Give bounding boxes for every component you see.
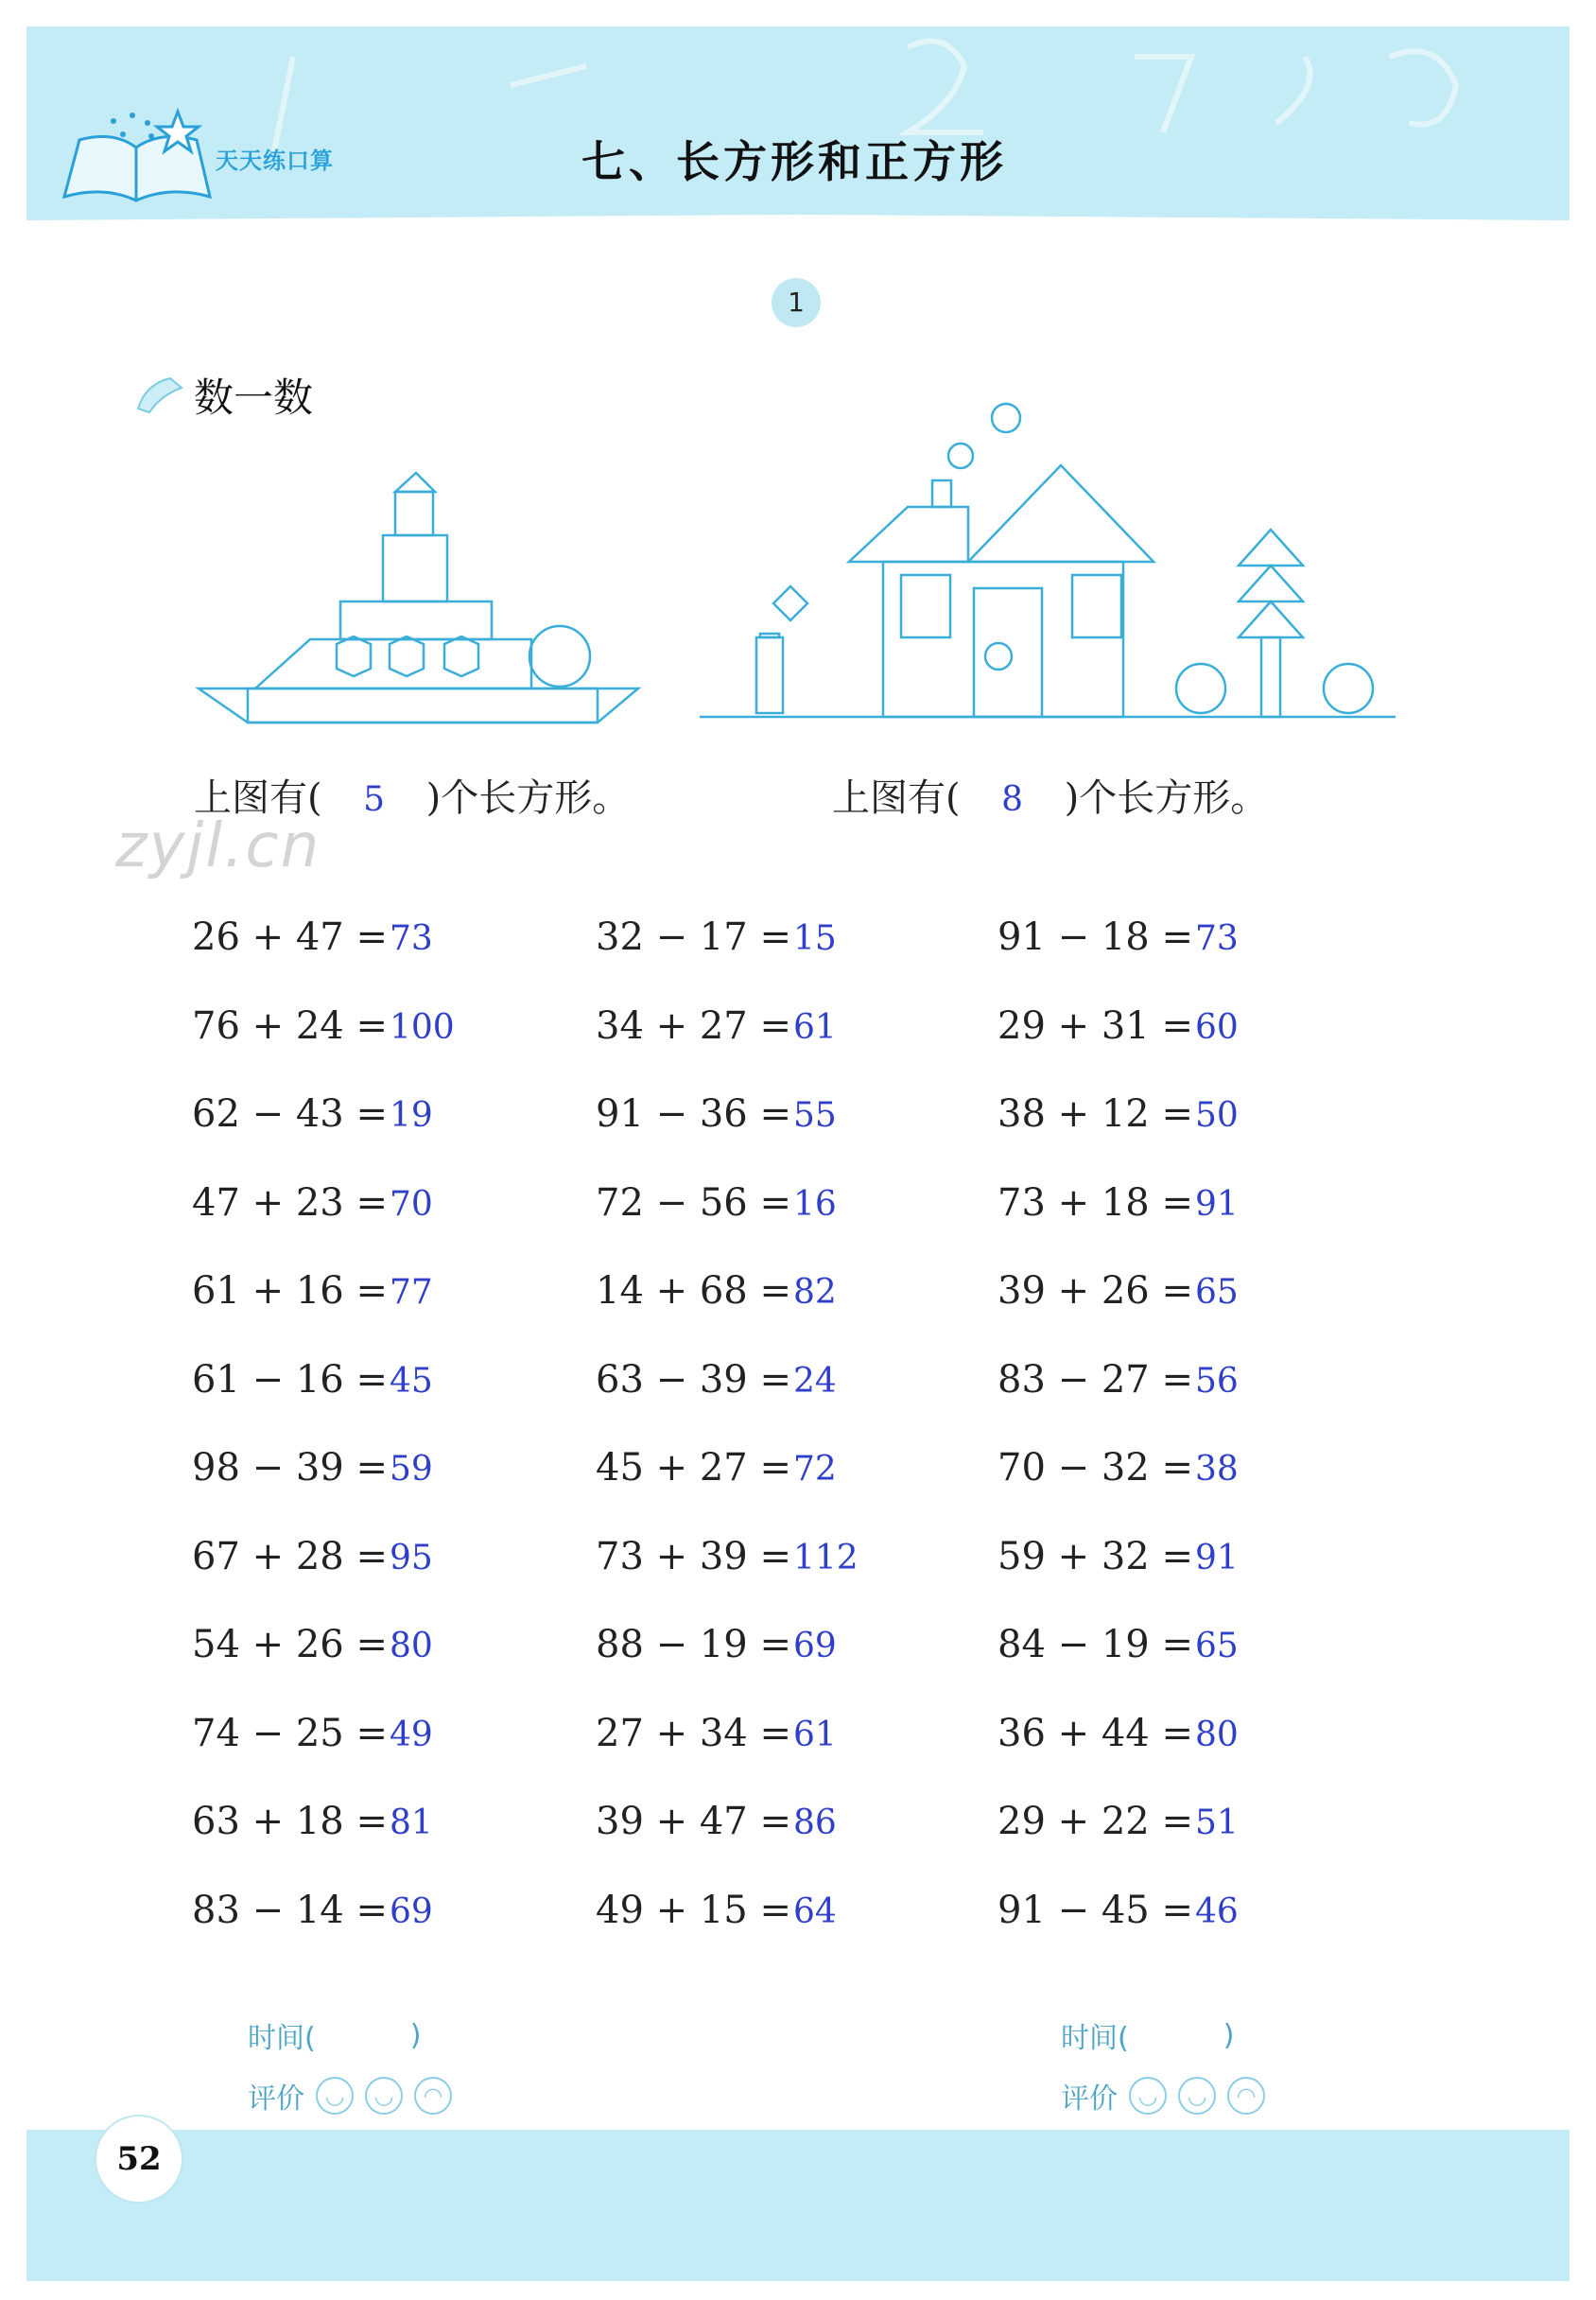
equation-row bbox=[998, 1181, 1239, 1225]
equation-answer: 51 bbox=[1194, 1803, 1239, 1842]
equation-question: 39 + 47 = bbox=[596, 1800, 791, 1843]
equation-answer: 69 bbox=[792, 1627, 837, 1665]
equation-row bbox=[596, 1269, 837, 1313]
smile-face-icon[interactable]: ◡ bbox=[316, 2077, 354, 2115]
equation-question: 29 + 22 = bbox=[998, 1800, 1193, 1843]
equation-question: 29 + 31 = bbox=[998, 1003, 1193, 1048]
equation-question: 14 + 68 = bbox=[596, 1269, 791, 1313]
equation-question: 59 + 32 = bbox=[998, 1534, 1193, 1578]
equation-question: 67 + 28 = bbox=[192, 1534, 388, 1578]
equation-row bbox=[998, 1623, 1239, 1666]
equation-question: 27 + 34 = bbox=[596, 1711, 791, 1755]
equation-row bbox=[998, 1712, 1239, 1755]
equation-question: 38 + 12 = bbox=[998, 1092, 1193, 1136]
equation-answer: 95 bbox=[389, 1538, 433, 1577]
sad-face-icon[interactable]: ◠ bbox=[1227, 2077, 1265, 2115]
equation-answer: 59 bbox=[389, 1450, 433, 1489]
equation-answer: 72 bbox=[792, 1450, 837, 1489]
time-label: 时间( bbox=[1061, 2022, 1129, 2055]
equation-answer: 80 bbox=[389, 1627, 433, 1665]
equation-answer: 24 bbox=[792, 1361, 837, 1401]
footer-banner bbox=[26, 2130, 1570, 2281]
equation-row bbox=[596, 915, 837, 959]
equation-question: 47 + 23 = bbox=[192, 1180, 388, 1225]
equation-question: 73 + 18 = bbox=[998, 1180, 1193, 1225]
neutral-face-icon[interactable]: ◡ bbox=[365, 2077, 403, 2115]
equation-answer: 61 bbox=[792, 1715, 837, 1754]
equation-question: 76 + 24 = bbox=[192, 1003, 388, 1048]
count-prefix: 上图有( bbox=[194, 776, 322, 820]
equation-answer: 15 bbox=[792, 919, 837, 958]
equation-row bbox=[192, 1181, 433, 1225]
equation-question: 74 − 25 = bbox=[192, 1711, 388, 1755]
smile-face-icon[interactable]: ◡ bbox=[1129, 2077, 1167, 2115]
count-suffix: )个长方形。 bbox=[425, 776, 631, 820]
equation-row bbox=[998, 1092, 1239, 1136]
equation-answer: 112 bbox=[792, 1538, 859, 1577]
equation-row bbox=[998, 1800, 1239, 1843]
equation-row bbox=[192, 1623, 433, 1666]
equation-answer: 100 bbox=[389, 1007, 455, 1047]
equation-row bbox=[192, 1446, 433, 1490]
equation-row bbox=[596, 1800, 837, 1843]
equation-row bbox=[192, 1092, 433, 1136]
equation-answer: 91 bbox=[1194, 1538, 1239, 1577]
equation-question: 63 − 39 = bbox=[596, 1357, 791, 1402]
time-close: ) bbox=[409, 2018, 422, 2052]
sad-face-icon[interactable]: ◠ bbox=[414, 2077, 452, 2115]
equation-answer: 45 bbox=[389, 1361, 433, 1401]
equation-question: 49 + 15 = bbox=[596, 1888, 791, 1932]
equation-answer: 91 bbox=[1194, 1184, 1239, 1224]
equation-answer: 80 bbox=[1194, 1715, 1239, 1754]
equation-row bbox=[596, 1446, 837, 1490]
equation-row bbox=[596, 1004, 837, 1048]
equation-row bbox=[998, 915, 1239, 959]
equation-row bbox=[596, 1358, 837, 1402]
equation-answer: 38 bbox=[1194, 1450, 1239, 1489]
watermark: zyjl.cn bbox=[115, 811, 321, 881]
equation-row bbox=[998, 1446, 1239, 1490]
equation-question: 34 + 27 = bbox=[596, 1003, 791, 1048]
page-number: 52 bbox=[95, 2115, 183, 2204]
neutral-face-icon[interactable]: ◡ bbox=[1178, 2077, 1216, 2115]
lesson-number-badge: 1 bbox=[772, 278, 821, 327]
equation-answer: 16 bbox=[792, 1184, 837, 1224]
count-prefix: 上图有( bbox=[832, 776, 961, 820]
equation-question: 73 + 39 = bbox=[596, 1534, 791, 1578]
equation-answer: 77 bbox=[389, 1273, 433, 1312]
equation-question: 39 + 26 = bbox=[998, 1269, 1193, 1313]
equation-answer: 60 bbox=[1194, 1007, 1239, 1047]
equation-question: 54 + 26 = bbox=[192, 1623, 388, 1666]
equation-answer: 56 bbox=[1194, 1361, 1239, 1401]
footer-left bbox=[248, 2005, 452, 2126]
equation-row bbox=[192, 915, 433, 959]
equation-row bbox=[596, 1092, 837, 1136]
chapter-title: 七、长方形和正方形 bbox=[581, 136, 1007, 187]
equation-question: 62 − 43 = bbox=[192, 1092, 388, 1136]
equation-answer: 86 bbox=[792, 1803, 837, 1842]
section-title: 数一数 bbox=[194, 375, 314, 421]
equation-answer: 61 bbox=[792, 1007, 837, 1047]
equation-answer: 65 bbox=[1194, 1273, 1239, 1312]
equation-question: 83 − 14 = bbox=[192, 1888, 388, 1932]
eval-label: 评价 bbox=[1061, 2082, 1118, 2116]
equation-row bbox=[192, 1712, 433, 1755]
equation-row bbox=[192, 1358, 433, 1402]
equation-answer: 73 bbox=[1194, 919, 1239, 958]
equation-answer: 50 bbox=[1194, 1096, 1239, 1135]
equation-question: 91 − 18 = bbox=[998, 915, 1193, 959]
equation-question: 70 − 32 = bbox=[998, 1446, 1193, 1490]
equation-answer: 49 bbox=[389, 1715, 433, 1754]
count-answer: 5 bbox=[363, 780, 386, 819]
equation-row bbox=[998, 1358, 1239, 1402]
equation-question: 61 + 16 = bbox=[192, 1269, 388, 1313]
equation-answer: 65 bbox=[1194, 1627, 1239, 1665]
equation-question: 91 − 45 = bbox=[998, 1888, 1193, 1932]
equation-question: 83 − 27 = bbox=[998, 1357, 1193, 1402]
equation-question: 36 + 44 = bbox=[998, 1711, 1193, 1755]
equation-row bbox=[192, 1535, 433, 1578]
equation-answer: 82 bbox=[792, 1273, 837, 1312]
equation-question: 91 − 36 = bbox=[596, 1092, 791, 1136]
equation-answer: 81 bbox=[389, 1803, 433, 1842]
equation-question: 26 + 47 = bbox=[192, 915, 388, 959]
equation-row bbox=[998, 1269, 1239, 1313]
equation-row bbox=[998, 1889, 1239, 1932]
equation-row bbox=[998, 1004, 1239, 1048]
equation-question: 88 − 19 = bbox=[596, 1623, 791, 1666]
equation-answer: 19 bbox=[389, 1096, 433, 1135]
time-label: 时间( bbox=[248, 2022, 316, 2055]
equation-answer: 70 bbox=[389, 1184, 433, 1224]
equation-question: 72 − 56 = bbox=[596, 1180, 791, 1225]
equation-answer: 69 bbox=[389, 1891, 433, 1931]
equation-row bbox=[596, 1535, 859, 1578]
equation-row bbox=[192, 1889, 433, 1932]
count-answer: 8 bbox=[1001, 780, 1024, 819]
equation-question: 63 + 18 = bbox=[192, 1800, 388, 1843]
equation-row bbox=[596, 1181, 837, 1225]
equation-answer: 46 bbox=[1194, 1891, 1239, 1931]
equation-row bbox=[998, 1535, 1239, 1578]
equation-question: 45 + 27 = bbox=[596, 1446, 791, 1490]
equation-row bbox=[192, 1800, 433, 1843]
equation-row bbox=[192, 1269, 433, 1313]
equation-answer: 64 bbox=[792, 1891, 837, 1931]
equation-row bbox=[596, 1889, 837, 1932]
brand-label: 天天练口算 bbox=[216, 148, 334, 174]
equation-row bbox=[596, 1623, 837, 1666]
time-close: ) bbox=[1223, 2018, 1235, 2052]
equation-question: 61 − 16 = bbox=[192, 1357, 388, 1402]
footer-right bbox=[1061, 2005, 1265, 2126]
equation-question: 98 − 39 = bbox=[192, 1446, 388, 1490]
equation-answer: 55 bbox=[792, 1096, 837, 1135]
equation-row bbox=[596, 1712, 837, 1755]
count-suffix: )个长方形。 bbox=[1064, 776, 1269, 820]
equation-row bbox=[192, 1004, 455, 1048]
equation-question: 84 − 19 = bbox=[998, 1623, 1193, 1666]
eval-label: 评价 bbox=[248, 2082, 304, 2116]
house-figure bbox=[0, 0, 1596, 757]
equation-answer: 73 bbox=[389, 919, 433, 958]
equation-question: 32 − 17 = bbox=[596, 915, 791, 959]
count-line-2 bbox=[832, 768, 1268, 822]
